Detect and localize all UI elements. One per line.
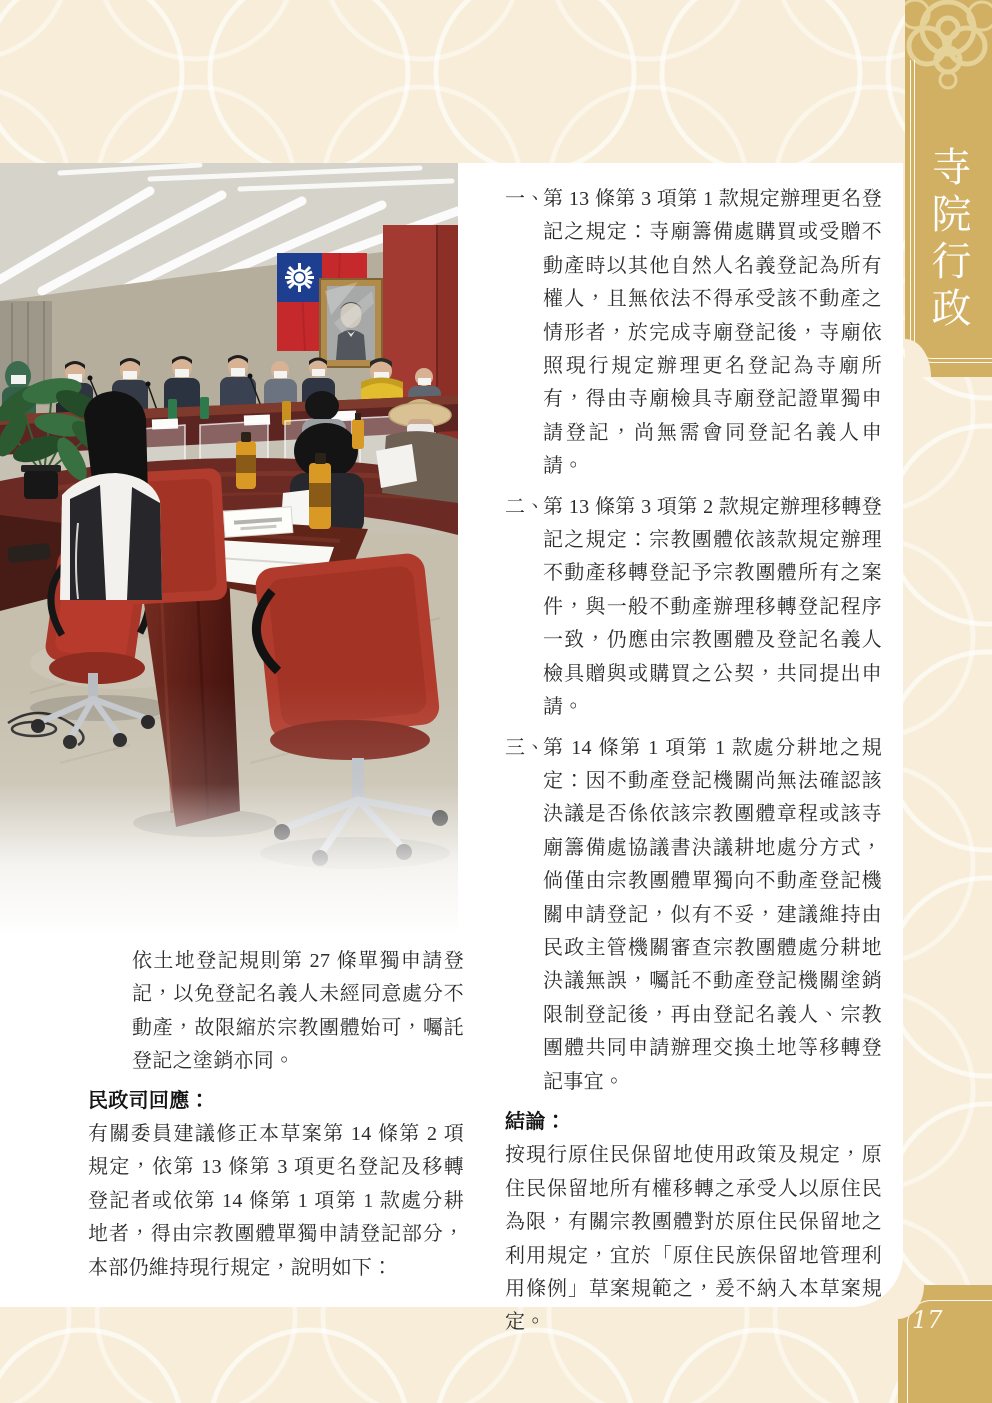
portrait: [320, 279, 382, 367]
meeting-room-photo: [0, 163, 458, 935]
response-paragraph: 有關委員建議修正本草案第 14 條第 2 項規定，依第 13 條第 3 項更名登記及移轉登記者或依第 14 條第 1 項第 1 款處分耕地者，得由宗教團體單獨申請登記部分，本部仍維持現行規定，說明如下：: [88, 1123, 464, 1279]
name-plate: [223, 507, 293, 538]
tab-corner-notch: [905, 339, 931, 377]
section-tab: [905, 0, 992, 377]
left-text-column: [88, 945, 464, 1285]
list-item: [505, 491, 882, 725]
photo-fade: [0, 683, 458, 935]
list-item: [505, 732, 882, 1099]
conclusion-paragraph: 按現行原住民保留地使用政策及規定，原住民保留地所有權移轉之承受人以原住民為限，有關宗教團體對於原住民保留地之利用規定，宜於「原住民族保留地管理利用條例」草案規範之，爰不納入本草案規定。: [505, 1144, 882, 1334]
numbered-list: [505, 183, 882, 1099]
knot-ornament-icon: [905, 0, 992, 98]
right-text-column: [505, 183, 882, 1340]
list-item-text: 第 14 條第 1 項第 1 款處分耕地之規定：因不動產登記機關尚無法確認該決議是否係依該宗教團體章程或該寺廟籌備處協議書決議耕地處分方式，倘僅由宗教團體單獨向不動產登記機關申請登記，似有不妥，建議維持由民政主管機關審查宗教團體處分耕地決議無誤，囑託不動產登記機關塗銷限制登記後，再由登記名義人、宗教團體共同申請辦理交換土地等移轉登記事宜。: [543, 736, 882, 1093]
meeting-room-photo-scene: [0, 163, 458, 935]
response-heading: 民政司回應：: [88, 1089, 210, 1112]
list-item-text: 第 13 條第 3 項第 2 款規定辦理移轉登記之規定：宗教團體依該款規定辦理不動產移轉登記予宗教團體所有之案件，與一般不動產辦理移轉登記程序一致，仍應由宗教團體及登記名義人檢具贈與或購買之公契，共同提出申請。: [543, 495, 882, 719]
conclusion-heading: 結論：: [505, 1110, 566, 1133]
section-title: 寺院行政: [925, 146, 971, 334]
list-item-marker: 二、: [505, 495, 546, 518]
attendee-tan-hat: [376, 399, 458, 503]
list-item-text: 第 13 條第 3 項第 1 款規定辦理更名登記之規定：寺廟籌備處購買或受贈不動產時以其他自然人名義登記為所有權人，且無依法不得承受該不動產之情形者，於完成寺廟登記後，寺廟依照現行規定辦理更名登記為寺廟所有，得由寺廟檢具寺廟登記證單獨申請登記，尚無需會同登記名義人申請。: [543, 188, 882, 478]
list-item-marker: 三、: [505, 736, 546, 759]
page-number-tab: [898, 1285, 992, 1403]
page-number: 17: [912, 1306, 943, 1334]
continuation-paragraph: 依土地登記規則第 27 條單獨申請登記，以免登記名義人未經同意處分不動產，故限縮於宗教團體始可，囑託登記之塗銷亦同。: [132, 950, 464, 1073]
list-item-marker: 一、: [505, 188, 546, 210]
list-item: [505, 183, 882, 484]
